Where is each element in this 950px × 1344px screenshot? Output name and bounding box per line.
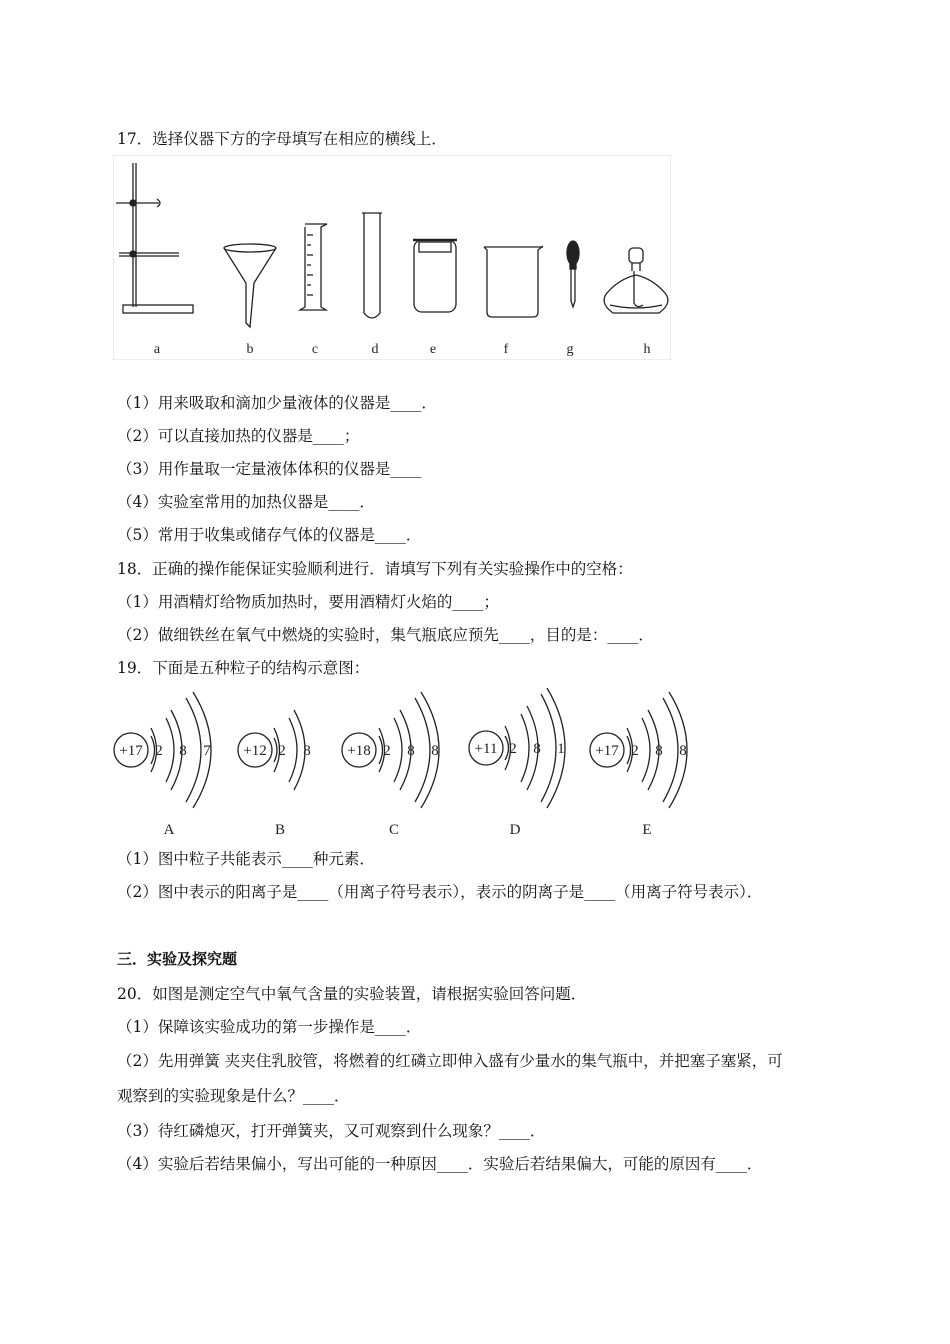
particle-d-shell-1: 2	[509, 741, 517, 757]
particle-e-shell-3: 8	[679, 743, 687, 759]
particle-d-label: D	[509, 822, 521, 838]
particle-a-shell-1: 2	[155, 743, 163, 759]
particle-e-label: E	[642, 822, 652, 838]
instrument-label-f: f	[503, 342, 509, 357]
q19-stem: 19．下面是五种粒子的结构示意图：	[117, 659, 370, 677]
q18-item-1: （1）用酒精灯给物质加热时，要用酒精灯火焰的____；	[117, 593, 499, 611]
q20-item-2-continued: 观察到的实验现象是什么？____．	[117, 1087, 350, 1105]
particle-b-shell-2: 8	[303, 743, 311, 759]
q17-item-4: （4）实验室常用的加热仪器是____．	[117, 493, 375, 511]
section-3-title: 三．实验及探究题	[117, 950, 238, 968]
particle-c-shell-2: 8	[407, 743, 415, 759]
particle-c-shell-3: 8	[431, 743, 439, 759]
q17-item-1: （1）用来吸取和滴加少量液体的仪器是____．	[117, 394, 437, 412]
instrument-label-h: h	[643, 342, 651, 357]
instrument-label-d: d	[371, 342, 379, 357]
particle-e-shell-2: 8	[655, 743, 663, 759]
instrument-label-c: c	[311, 342, 319, 357]
particle-c-label: C	[388, 822, 400, 838]
q20-item-2: （2）先用弹簧 夹夹住乳胶管，将燃着的红磷立即伸入盛有少量水的集气瓶中，并把塞子塞紧，可	[117, 1052, 783, 1070]
particle-e-nucleus: +17	[595, 743, 619, 759]
particle-a-shell-3: 7	[203, 743, 211, 759]
q17-instruments-figure	[113, 155, 671, 360]
q17-item-5: （5）常用于收集或储存气体的仪器是____．	[117, 526, 422, 544]
particle-d-nucleus: +11	[474, 741, 498, 757]
q18-stem: 18．正确的操作能保证实验顺利进行．请填写下列有关实验操作中的空格：	[117, 560, 633, 578]
q17-stem: 17．选择仪器下方的字母填写在相应的横线上．	[117, 130, 447, 148]
particle-a-nucleus: +17	[119, 743, 143, 759]
instrument-label-b: b	[246, 342, 254, 357]
instrument-label-a: a	[153, 342, 161, 357]
q18-item-2: （2）做细铁丝在氧气中燃烧的实验时，集气瓶底应预先____，目的是：____．	[117, 626, 654, 644]
instrument-label-g: g	[566, 342, 574, 357]
q20-stem: 20．如图是测定空气中氧气含量的实验装置，请根据实验回答问题．	[117, 985, 587, 1003]
particle-a-shell-2: 8	[179, 743, 187, 759]
particle-b-nucleus: +12	[243, 743, 267, 759]
particle-b-shell-1: 2	[278, 743, 286, 759]
particle-d-shell-2: 8	[533, 741, 541, 757]
q20-item-3: （3）待红磷熄灭，打开弹簧夹，又可观察到什么现象？____．	[117, 1122, 546, 1140]
q17-item-3: （3）用作量取一定量液体体积的仪器是____	[117, 460, 422, 478]
particle-a-label: A	[163, 822, 175, 838]
q17-item-2: （2）可以直接加热的仪器是____；	[117, 427, 360, 445]
particle-e-shell-1: 2	[631, 743, 639, 759]
particle-c-nucleus: +18	[347, 743, 371, 759]
q19-item-2: （2）图中表示的阳离子是____（用离子符号表示），表示的阴离子是____（用离子符号表示）．	[117, 883, 763, 901]
particle-d-shell-3: 1	[557, 741, 565, 757]
q20-item-1: （1）保障该实验成功的第一步操作是____．	[117, 1018, 422, 1036]
q19-particle-diagrams	[113, 688, 688, 838]
instrument-label-e: e	[429, 342, 437, 357]
particle-c-shell-1: 2	[383, 743, 391, 759]
q20-item-4: （4）实验后若结果偏小，写出可能的一种原因____．实验后若结果偏大，可能的原因有____．	[117, 1155, 763, 1173]
q19-item-1: （1）图中粒子共能表示____种元素．	[117, 850, 375, 868]
particle-b-label: B	[274, 822, 286, 838]
